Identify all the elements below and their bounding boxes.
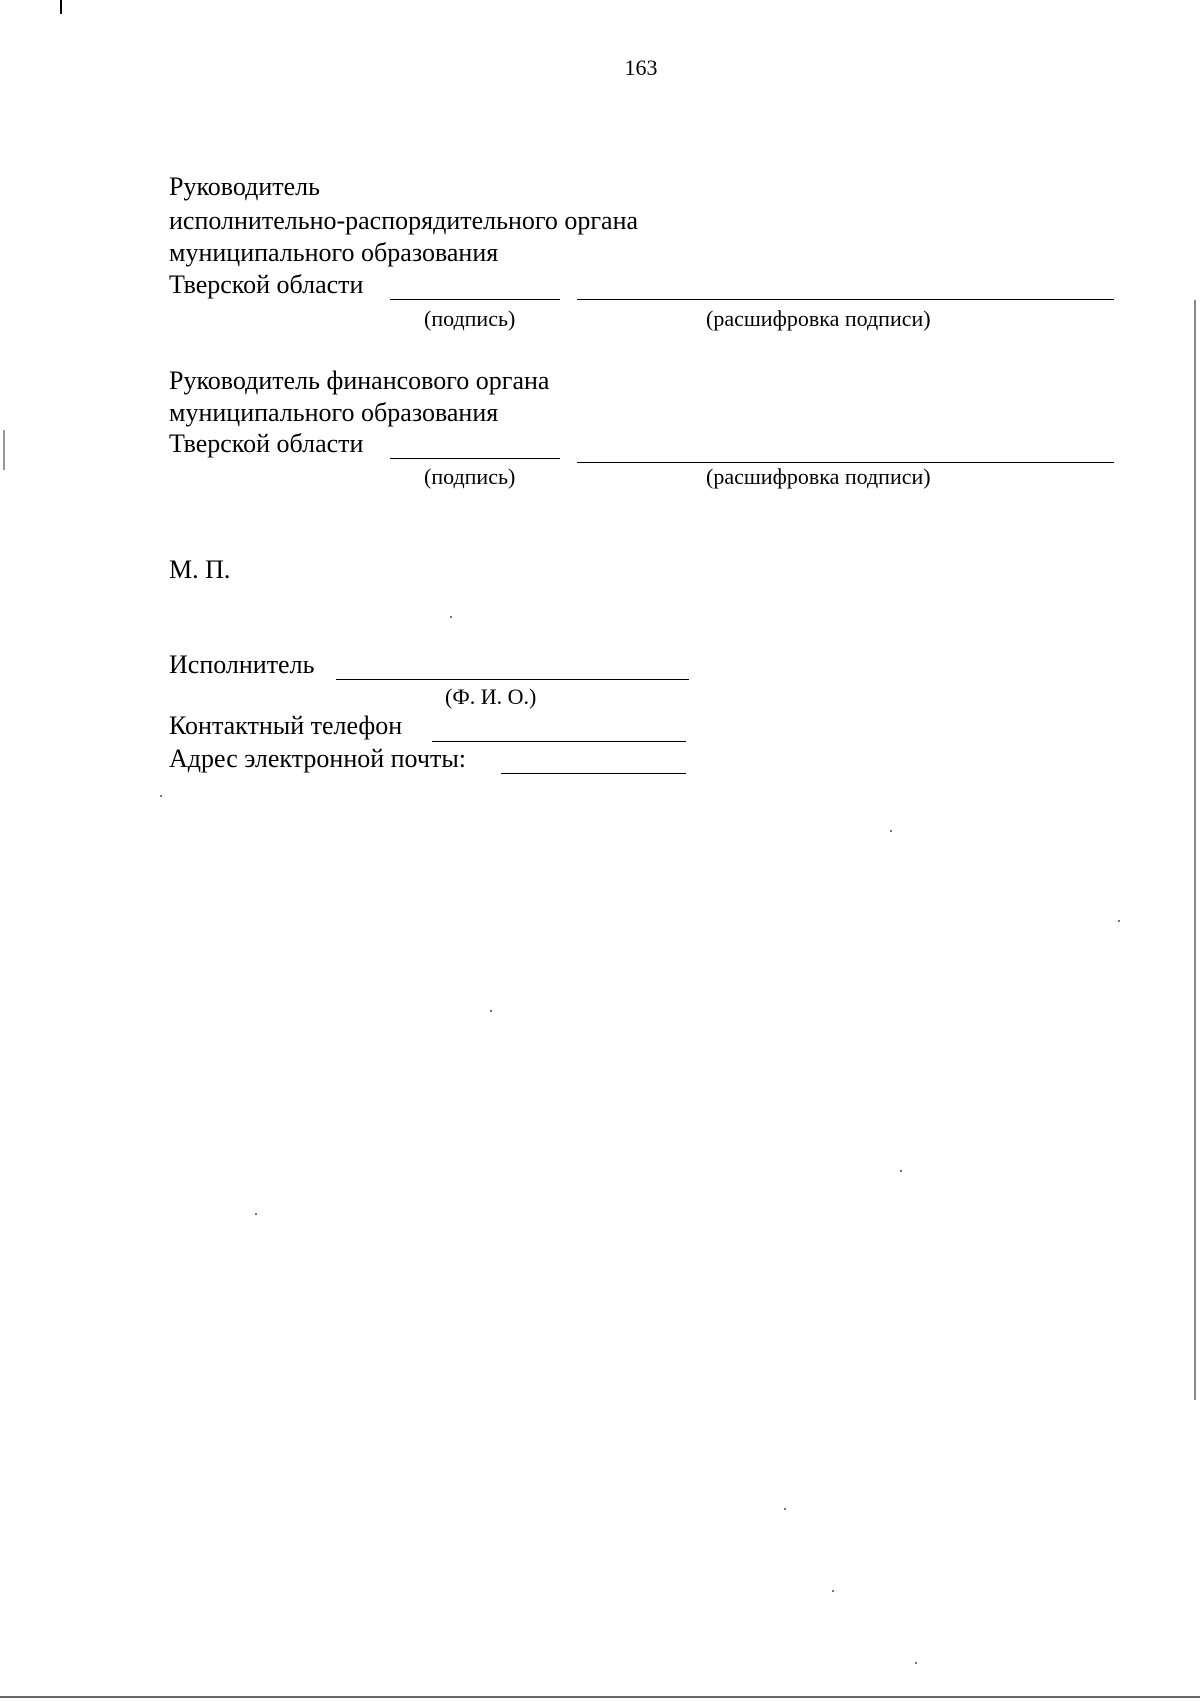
executor-label: Исполнитель bbox=[169, 650, 315, 679]
phone-line bbox=[432, 741, 686, 742]
scan-speck bbox=[450, 616, 452, 618]
block1-line4: Тверской области bbox=[169, 270, 364, 299]
executor-name-line bbox=[336, 679, 689, 680]
scan-speck bbox=[890, 830, 892, 832]
scan-speck bbox=[832, 1590, 834, 1592]
scan-edge-mark bbox=[3, 430, 5, 470]
block1-line2: исполнительно-распорядительного органа bbox=[169, 206, 639, 235]
block2-decoding-caption: (расшифровка подписи) bbox=[706, 464, 931, 489]
scan-edge-line bbox=[1194, 300, 1196, 1400]
block2-signature-line bbox=[390, 458, 560, 459]
block2-signature-caption: (подпись) bbox=[424, 464, 516, 489]
phone-label: Контактный телефон bbox=[169, 711, 403, 740]
scan-speck bbox=[255, 1213, 257, 1215]
scan-speck bbox=[490, 1010, 492, 1012]
block1-decoding-line bbox=[577, 299, 1114, 300]
block2-line1: Руководитель финансового органа bbox=[169, 366, 550, 395]
executor-name-caption: (Ф. И. О.) bbox=[445, 684, 537, 709]
block2-decoding-line bbox=[577, 462, 1114, 463]
stamp-place-label: М. П. bbox=[169, 555, 231, 584]
scan-speck bbox=[1118, 920, 1120, 922]
scan-edge-mark bbox=[60, 0, 62, 14]
block2-line3: Тверской области bbox=[169, 429, 364, 458]
email-label: Адрес электронной почты: bbox=[169, 744, 467, 773]
block1-signature-caption: (подпись) bbox=[424, 306, 516, 331]
block1-line3: муниципального образования bbox=[169, 238, 499, 267]
scan-speck bbox=[160, 795, 162, 797]
email-line bbox=[501, 773, 686, 774]
block2-line2: муниципального образования bbox=[169, 398, 499, 427]
scan-speck bbox=[900, 1170, 902, 1172]
block1-signature-line bbox=[390, 299, 560, 300]
scan-speck bbox=[784, 1508, 786, 1510]
block1-decoding-caption: (расшифровка подписи) bbox=[706, 306, 931, 331]
scan-bottom-edge bbox=[0, 1696, 1200, 1698]
page-number: 163 bbox=[624, 55, 658, 80]
scan-speck bbox=[915, 1662, 917, 1664]
block1-line1: Руководитель bbox=[169, 172, 320, 201]
